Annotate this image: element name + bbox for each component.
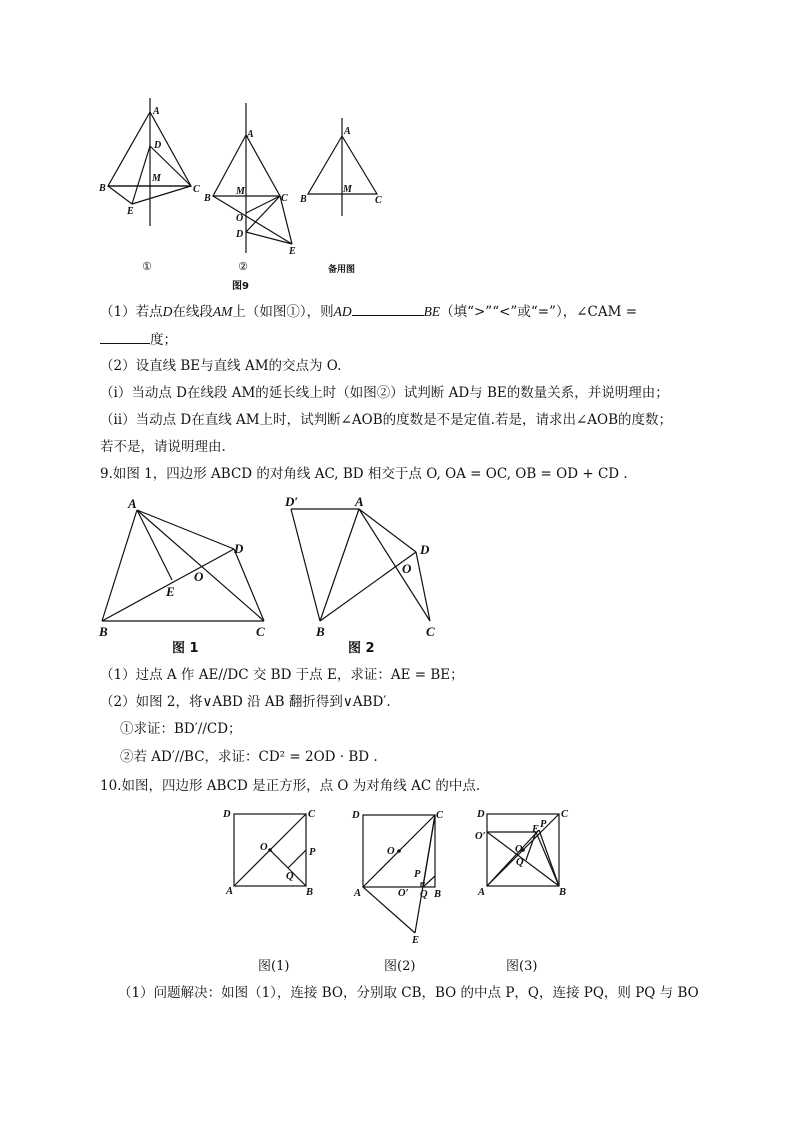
label-E: E <box>532 824 540 835</box>
figure-q10-caption-2: 图(2) <box>384 959 416 974</box>
text: 度； <box>150 332 177 348</box>
label-B: B <box>99 183 106 194</box>
answer-blank-1[interactable] <box>352 301 424 316</box>
label-C: C <box>308 809 316 820</box>
label-O: O <box>387 846 395 857</box>
label-B: B <box>559 887 567 898</box>
q9-part2-2: ②若 AD′//BC，求证：CD² = 2OD · BD . <box>120 749 378 765</box>
figure-9-title: 图9 <box>232 281 249 292</box>
label-A: A <box>355 494 364 509</box>
label-O: O <box>260 842 268 853</box>
figure-q10-3 <box>474 806 574 896</box>
figure-q9-caption-2: 图 2 <box>348 641 375 656</box>
q9-part1: （1）过点 A 作 AE//DC 交 BD 于点 E，求证：AE = BE； <box>100 667 464 683</box>
text: BE <box>423 304 441 319</box>
label-D: D <box>154 140 162 151</box>
label-C: C <box>256 624 265 639</box>
figure-9-diagram-2 <box>203 103 313 258</box>
label-C: C <box>426 624 435 639</box>
figure-q10-1 <box>222 806 322 896</box>
label-C: C <box>281 193 288 204</box>
label-Q: Q <box>286 871 294 882</box>
label-C: C <box>193 184 200 195</box>
text: （1）若点 <box>100 304 163 320</box>
text: AM <box>212 304 233 319</box>
label-O: O <box>515 844 523 855</box>
figure-9-caption-spare: 备用图 <box>328 265 356 275</box>
figure-9-caption-2: ② <box>238 260 248 273</box>
label-D: D <box>236 229 244 240</box>
q10-part1: （1）问题解决：如图（1），连接 BO，分别取 CB，BO 的中点 P，Q，连接 PQ，则 PQ 与 BO <box>118 985 699 1001</box>
label-O: O <box>402 561 412 576</box>
label-C: C <box>375 195 382 206</box>
text: （填“>”“<”或“=”）， <box>440 304 577 320</box>
text: D <box>162 304 173 319</box>
figure-q9-2 <box>284 495 449 640</box>
q8-part1-cont <box>100 329 177 349</box>
label-A: A <box>128 496 137 511</box>
text: 在线段 <box>172 304 213 320</box>
answer-blank-2[interactable] <box>100 329 150 344</box>
label-Q: Q <box>516 857 524 868</box>
label-B: B <box>204 193 211 204</box>
label-O-prime: O′ <box>398 888 409 899</box>
label-A: A <box>226 886 234 897</box>
label-B: B <box>99 624 108 639</box>
label-M: M <box>152 173 161 184</box>
label-D: D <box>420 542 430 557</box>
figure-q9-caption-1: 图 1 <box>172 641 199 656</box>
label-D: D <box>223 809 231 820</box>
label-B: B <box>316 624 325 639</box>
figure-9-diagram-spare <box>300 118 390 218</box>
label-A: A <box>153 106 160 117</box>
label-C: C <box>561 809 569 820</box>
label-D: D <box>477 809 485 820</box>
label-E: E <box>289 246 296 257</box>
q8-part2-ii: （ⅱ）当动点 D在直线 AM上时，试判断∠AOB的度数是不是定值.若是，请求出∠AOB的度数； <box>100 412 673 428</box>
label-Q: Q <box>420 889 428 900</box>
label-E: E <box>412 935 420 946</box>
center-dot <box>268 848 272 852</box>
label-M: M <box>343 184 352 195</box>
label-P: P <box>309 847 316 858</box>
q8-part2: （2）设直线 BE与直线 AM的交点为 O. <box>100 358 342 374</box>
label-D: D <box>234 541 244 556</box>
figure-9-diagram-1 <box>96 98 211 228</box>
label-D: D <box>352 810 360 821</box>
q8-part2-i: （ⅰ）当动点 D在线段 AM的延长线上时（如图②）试判断 AD与 BE的数量关系，并说明理由； <box>100 385 669 401</box>
label-O: O <box>194 569 204 584</box>
label-E: E <box>166 584 175 599</box>
text: 上（如图①），则 <box>232 304 334 320</box>
label-B: B <box>300 194 307 205</box>
text: AD <box>333 304 352 319</box>
q10-intro: 10.如图，四边形 ABCD 是正方形，点 O 为对角线 AC 的中点. <box>100 778 481 794</box>
q8-part2-ii-cont: 若不是，请说明理由. <box>100 439 226 455</box>
label-A: A <box>354 888 362 899</box>
q9-part2-1: ①求证：BD′//CD； <box>120 721 242 737</box>
label-C: C <box>436 810 444 821</box>
q9-part2: （2）如图 2，将∨ABD 沿 AB 翻折得到∨ABD′. <box>100 694 391 710</box>
text: ∠CAM = <box>576 304 638 320</box>
q9-intro: 9.如图 1，四边形 ABCD 的对角线 AC, BD 相交于点 O, OA = OC, OB = OD + CD . <box>100 466 628 482</box>
label-B: B <box>306 887 314 898</box>
center-dot <box>397 849 401 853</box>
label-D-prime: D′ <box>285 494 299 509</box>
label-B: B <box>434 889 442 900</box>
label-O-prime: O′ <box>475 831 486 842</box>
label-A: A <box>247 129 254 140</box>
figure-q10-2 <box>350 806 450 946</box>
figure-q9-1 <box>96 495 281 640</box>
label-M: M <box>236 186 245 197</box>
figure-9-caption-1: ① <box>142 260 152 273</box>
label-O: O <box>236 213 244 224</box>
label-P: P <box>414 869 421 880</box>
label-A: A <box>478 887 486 898</box>
label-P: P <box>540 819 547 830</box>
q8-part1 <box>100 301 637 321</box>
label-E: E <box>127 206 134 217</box>
figure-q10-caption-1: 图(1) <box>258 959 290 974</box>
figure-q10-caption-3: 图(3) <box>506 959 538 974</box>
label-A: A <box>344 126 351 137</box>
